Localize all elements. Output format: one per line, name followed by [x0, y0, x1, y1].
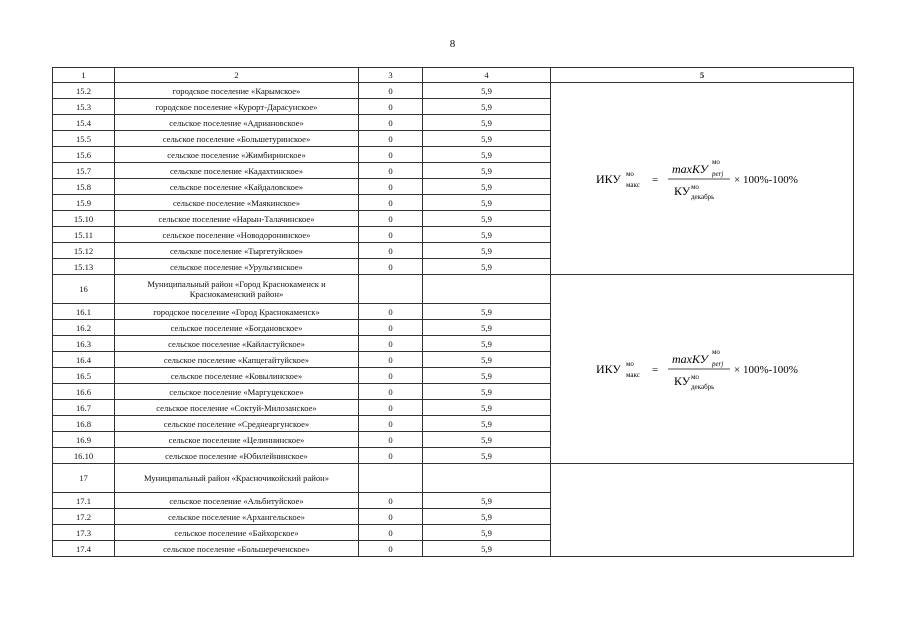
formula-lhs-sup: мо	[626, 360, 634, 368]
header-cell-2: 2	[115, 68, 359, 83]
row-number: 17.1	[53, 493, 115, 509]
row-number: 17	[53, 464, 115, 493]
value-col3: 0	[359, 179, 423, 195]
formula-equals: =	[652, 364, 659, 376]
formula-cell	[551, 275, 854, 464]
value-col4: 5,9	[423, 493, 551, 509]
formula-num-sub: perj	[712, 169, 724, 178]
value-col3: 0	[359, 432, 423, 448]
settlement-name: сельское поселение «Среднеаргунское»	[115, 416, 359, 432]
row-number: 16.5	[53, 368, 115, 384]
value-col3	[359, 464, 423, 493]
value-col4: 5,9	[423, 259, 551, 275]
formula-tail: × 100%-100%	[734, 364, 798, 376]
row-number: 16.1	[53, 304, 115, 320]
settlement-name: сельское поселение «Жимбиринское»	[115, 147, 359, 163]
settlement-name: сельское поселение «Ковылинское»	[115, 368, 359, 384]
settlement-name: сельское поселение «Архангельское»	[115, 509, 359, 525]
value-col3: 0	[359, 131, 423, 147]
formula-lhs-sup: мо	[626, 169, 634, 178]
value-col3: 0	[359, 509, 423, 525]
settlement-name: сельское поселение «Юбилейнинское»	[115, 448, 359, 464]
settlement-name: сельское поселение «Богдановское»	[115, 320, 359, 336]
settlement-name: сельское поселение «Кайластуйское»	[115, 336, 359, 352]
row-number: 16.2	[53, 320, 115, 336]
settlement-name: сельское поселение «Маргуцекское»	[115, 384, 359, 400]
row-number: 15.6	[53, 147, 115, 163]
value-col4: 5,9	[423, 336, 551, 352]
settlement-name: сельское поселение «Кайдаловское»	[115, 179, 359, 195]
formula-lhs: ИКУ	[596, 171, 621, 186]
formula	[582, 149, 822, 209]
value-col3: 0	[359, 211, 423, 227]
row-number: 15.2	[53, 83, 115, 99]
settlement-name: сельское поселение «Большереченское»	[115, 541, 359, 557]
value-col4: 5,9	[423, 99, 551, 115]
row-number: 16	[53, 275, 115, 304]
settlement-name: сельское поселение «Альбитуйское»	[115, 493, 359, 509]
value-col3: 0	[359, 320, 423, 336]
value-col3: 0	[359, 99, 423, 115]
formula-den-main: КУ	[674, 374, 691, 388]
formula-lhs-sub: макс	[626, 371, 640, 379]
header-cell-1: 1	[53, 68, 115, 83]
settlement-name: сельское поселение «Маякинское»	[115, 195, 359, 211]
row-number: 16.4	[53, 352, 115, 368]
value-col4: 5,9	[423, 509, 551, 525]
data-table	[52, 67, 854, 557]
row-number: 17.4	[53, 541, 115, 557]
row-number: 15.8	[53, 179, 115, 195]
row-number: 16.7	[53, 400, 115, 416]
value-col4	[423, 464, 551, 493]
row-number: 16.8	[53, 416, 115, 432]
value-col4: 5,9	[423, 448, 551, 464]
value-col4: 5,9	[423, 115, 551, 131]
settlement-name: сельское поселение «Соктуй-Милозанское»	[115, 400, 359, 416]
value-col3: 0	[359, 493, 423, 509]
formula-den-sup: мо	[691, 182, 699, 191]
row-number: 15.10	[53, 211, 115, 227]
settlement-name: сельское поселение «Новодоронинское»	[115, 227, 359, 243]
value-col3: 0	[359, 83, 423, 99]
value-col3: 0	[359, 416, 423, 432]
value-col4: 5,9	[423, 384, 551, 400]
row-number: 15.12	[53, 243, 115, 259]
row-number: 15.13	[53, 259, 115, 275]
value-col3: 0	[359, 541, 423, 557]
formula-num-sup: мо	[712, 157, 720, 166]
settlement-name: сельское поселение «Кадахтинское»	[115, 163, 359, 179]
header-cell-5: 5	[551, 68, 854, 83]
row-number: 15.5	[53, 131, 115, 147]
settlement-name: сельское поселение «Урульгинское»	[115, 259, 359, 275]
settlement-name: сельское поселение «Тыргетуйское»	[115, 243, 359, 259]
empty-formula-cell	[551, 464, 854, 557]
table-row	[53, 464, 854, 493]
value-col4: 5,9	[423, 416, 551, 432]
table-row	[53, 83, 854, 99]
value-col3: 0	[359, 195, 423, 211]
settlement-name: городское поселение «Город Краснокаменск»	[115, 304, 359, 320]
value-col4: 5,9	[423, 243, 551, 259]
row-number: 15.3	[53, 99, 115, 115]
formula-den-sup: мо	[691, 373, 699, 381]
formula-lhs: ИКУ	[596, 362, 621, 376]
value-col3: 0	[359, 304, 423, 320]
formula-den-sub: декабрь	[691, 192, 715, 201]
value-col4: 5,9	[423, 525, 551, 541]
row-number: 15.9	[53, 195, 115, 211]
settlement-name: городское поселение «Карымское»	[115, 83, 359, 99]
value-col3: 0	[359, 352, 423, 368]
row-number: 15.7	[53, 163, 115, 179]
value-col4: 5,9	[423, 227, 551, 243]
formula-tail: × 100%-100%	[734, 173, 798, 186]
value-col4: 5,9	[423, 304, 551, 320]
value-col4	[423, 275, 551, 304]
value-col4: 5,9	[423, 195, 551, 211]
value-col3: 0	[359, 525, 423, 541]
formula-num-main: maxКУ	[672, 352, 708, 366]
header-cell-3: 3	[359, 68, 423, 83]
value-col3: 0	[359, 163, 423, 179]
value-col4: 5,9	[423, 541, 551, 557]
settlement-name: Муниципальный район «Красночикойский район»	[115, 464, 359, 493]
formula-cell	[551, 83, 854, 275]
value-col4: 5,9	[423, 83, 551, 99]
value-col3: 0	[359, 115, 423, 131]
value-col3: 0	[359, 259, 423, 275]
settlement-name: городское поселение «Курорт-Дарасунское»	[115, 99, 359, 115]
value-col3: 0	[359, 368, 423, 384]
settlement-name: сельское поселение «Нарын-Талачинское»	[115, 211, 359, 227]
value-col4: 5,9	[423, 211, 551, 227]
value-col4: 5,9	[423, 147, 551, 163]
table-row	[53, 275, 854, 304]
value-col3: 0	[359, 336, 423, 352]
header-cell-4: 4	[423, 68, 551, 83]
row-number: 16.3	[53, 336, 115, 352]
value-col3: 0	[359, 400, 423, 416]
value-col4: 5,9	[423, 352, 551, 368]
row-number: 16.9	[53, 432, 115, 448]
value-col4: 5,9	[423, 179, 551, 195]
value-col3	[359, 275, 423, 304]
row-number: 17.3	[53, 525, 115, 541]
value-col4: 5,9	[423, 163, 551, 179]
settlement-name: сельское поселение «Целиннинское»	[115, 432, 359, 448]
formula-num-sub: perj	[712, 360, 724, 368]
value-col4: 5,9	[423, 131, 551, 147]
page-number: 8	[449, 38, 456, 50]
formula-equals: =	[652, 173, 659, 186]
row-number: 16.10	[53, 448, 115, 464]
formula	[582, 339, 822, 399]
formula-den-main: КУ	[674, 183, 691, 198]
row-number: 15.4	[53, 115, 115, 131]
value-col4: 5,9	[423, 368, 551, 384]
row-number: 16.6	[53, 384, 115, 400]
settlement-name: сельское поселение «Байхорское»	[115, 525, 359, 541]
row-number: 15.11	[53, 227, 115, 243]
value-col3: 0	[359, 384, 423, 400]
value-col3: 0	[359, 243, 423, 259]
value-col3: 0	[359, 227, 423, 243]
formula-den-sub: декабрь	[691, 383, 715, 391]
settlement-name: сельское поселение «Большетуринское»	[115, 131, 359, 147]
formula-num-main: maxКУ	[672, 161, 708, 176]
settlement-name: Муниципальный район «Город Краснокаменск и Краснокаменский район»	[115, 275, 359, 304]
value-col4: 5,9	[423, 432, 551, 448]
row-number: 17.2	[53, 509, 115, 525]
value-col4: 5,9	[423, 320, 551, 336]
value-col3: 0	[359, 147, 423, 163]
header-row	[53, 68, 854, 83]
formula-num-sup: мо	[712, 348, 720, 356]
settlement-name: сельское поселение «Капцегайтуйское»	[115, 352, 359, 368]
formula-lhs-sub: макс	[626, 180, 640, 189]
value-col4: 5,9	[423, 400, 551, 416]
settlement-name: сельское поселение «Адриановское»	[115, 115, 359, 131]
value-col3: 0	[359, 448, 423, 464]
